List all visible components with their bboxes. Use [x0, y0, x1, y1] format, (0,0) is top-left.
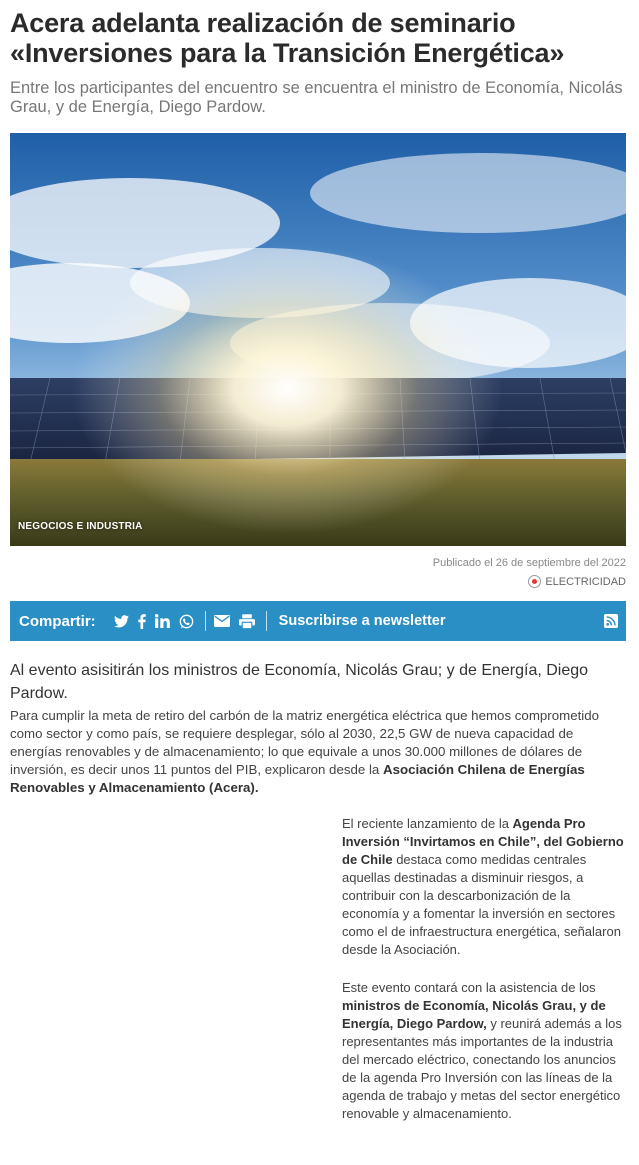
p2-a: El reciente lanzamiento de la: [342, 816, 513, 831]
p1-text: Para cumplir la meta de retiro del carbón de la matriz energética eléctrica que hemos comprometido como sector y como país, se requiere desplegar, sólo al 2030, 22,5 GW de nueva capacidad de energías renovables y de almacenamiento; lo que equivale a unos 30.000 millones de dólares de inversión, es decir unos 11 puntos del PIB, explicaron desde la: [10, 708, 600, 777]
p1-bold: Asociación Chilena de Energías Renovables y Almacenamiento (Acera).: [10, 762, 585, 795]
article-paragraph-3: [342, 979, 630, 1123]
article-paragraph-1: [10, 707, 625, 797]
share-divider: [205, 611, 206, 631]
article-subtitle: Entre los participantes del encuentro se encuentra el ministro de Economía, Nicolás Grau, y de Energía, Diego Pardow.: [10, 79, 623, 116]
hero-image[interactable]: [10, 133, 626, 546]
p2-c: destaca como medidas centrales aquellas destinadas a disminuir riesgos, a contribuir con la descarbonización de la economía y a fomentar la inversión en sectores como el de infraestructura energética, señalaron desde la Asociación.: [342, 852, 621, 957]
newsletter-link[interactable]: Suscribirse a newsletter: [278, 613, 446, 629]
solar-panels-photo: [10, 133, 626, 546]
publish-date: Publicado el 26 de septiembre del 2022: [432, 557, 626, 569]
image-category-tag[interactable]: NEGOCIOS E INDUSTRIA: [18, 521, 143, 532]
p3-a: Este evento contará con la asistencia de los: [342, 980, 596, 995]
twitter-icon[interactable]: [114, 615, 129, 628]
email-icon[interactable]: [214, 615, 230, 627]
p2-bold: Agenda Pro Inversión “Invirtamos en Chile”, del Gobierno de Chile: [342, 816, 624, 867]
article-headline: Acera adelanta realización de seminario «Inversiones para la Transición Energética»: [10, 8, 565, 68]
share-divider-2: [266, 611, 267, 631]
article-paragraph-2: [342, 815, 630, 959]
whatsapp-icon[interactable]: [179, 614, 194, 629]
share-bar: [10, 601, 626, 641]
linkedin-icon[interactable]: [155, 614, 170, 628]
category-dot-icon: [528, 575, 541, 588]
category-label: ELECTRICIDAD: [545, 575, 626, 588]
rss-icon[interactable]: [604, 614, 618, 632]
article-lead: Al evento asisitirán los ministros de Economía, Nicolás Grau; y de Energía, Diego Pardow.: [10, 662, 589, 702]
print-icon[interactable]: [239, 614, 255, 629]
facebook-icon[interactable]: [138, 614, 146, 629]
share-label: Compartir:: [19, 612, 96, 630]
p3-c: y reunirá además a los representantes más importantes de la industria del mercado eléctrico, conectando los anuncios de la agenda Pro Inversión con las líneas de la agenda de trabajo y metas del sector energético renovable y almacenamiento.: [342, 1016, 622, 1121]
p3-bold: ministros de Economía, Nicolás Grau, y de Energía, Diego Pardow,: [342, 998, 606, 1031]
category-link[interactable]: [528, 575, 626, 588]
